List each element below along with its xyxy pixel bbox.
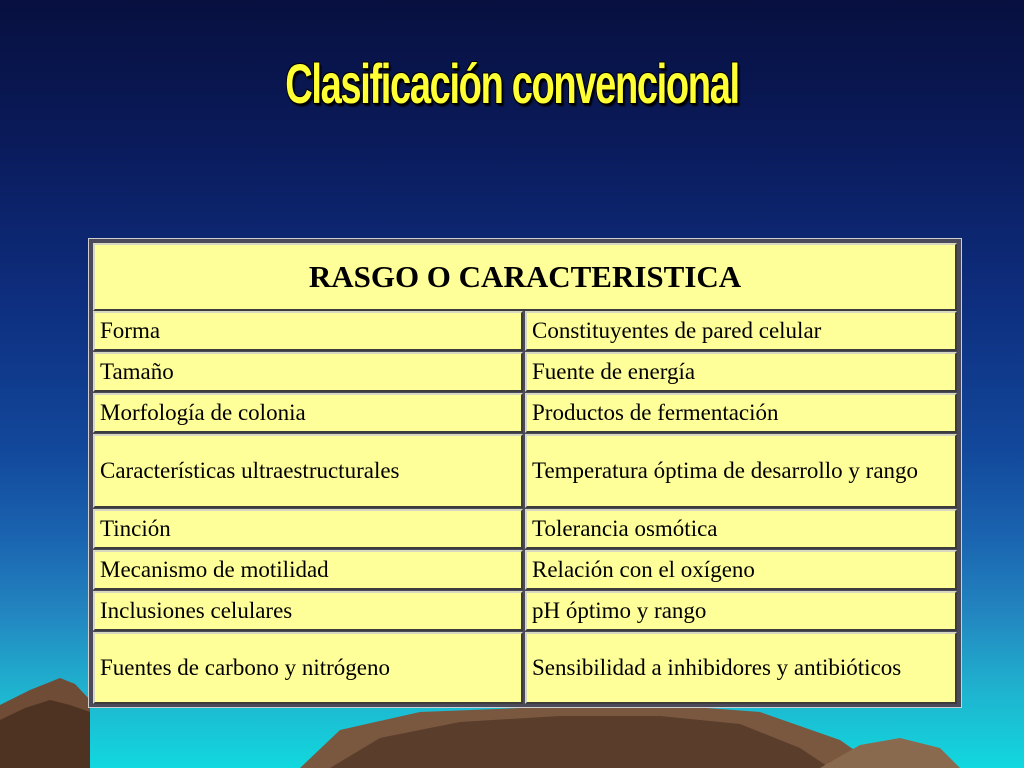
table-cell-right: Constituyentes de pared celular (525, 311, 957, 351)
table-cell-right: Relación con el oxígeno (525, 550, 957, 590)
table-cell-right: Productos de fermentación (525, 393, 957, 433)
slide-title: Clasificación convencional (285, 52, 739, 115)
table-cell-left: Mecanismo de motilidad (93, 550, 523, 590)
table-cell-right: Tolerancia osmótica (525, 509, 957, 549)
characteristics-table (88, 238, 962, 708)
table-cell-left: Características ultraestructurales (93, 434, 523, 508)
table-cell-left: Morfología de colonia (93, 393, 523, 433)
table-cell-right: Temperatura óptima de desarrollo y rango (525, 434, 957, 508)
table-cell-right: Sensibilidad a inhibidores y antibióticos (525, 632, 957, 704)
table-cell-left: Forma (93, 311, 523, 351)
table-cell-left: Fuentes de carbono y nitrógeno (93, 632, 523, 704)
table-cell-left: Inclusiones celulares (93, 591, 523, 631)
table-cell-left: Tamaño (93, 352, 523, 392)
table-header: RASGO O CARACTERISTICA (93, 243, 957, 311)
table-cell-right: Fuente de energía (525, 352, 957, 392)
table-cell-right: pH óptimo y rango (525, 591, 957, 631)
table-cell-left: Tinción (93, 509, 523, 549)
